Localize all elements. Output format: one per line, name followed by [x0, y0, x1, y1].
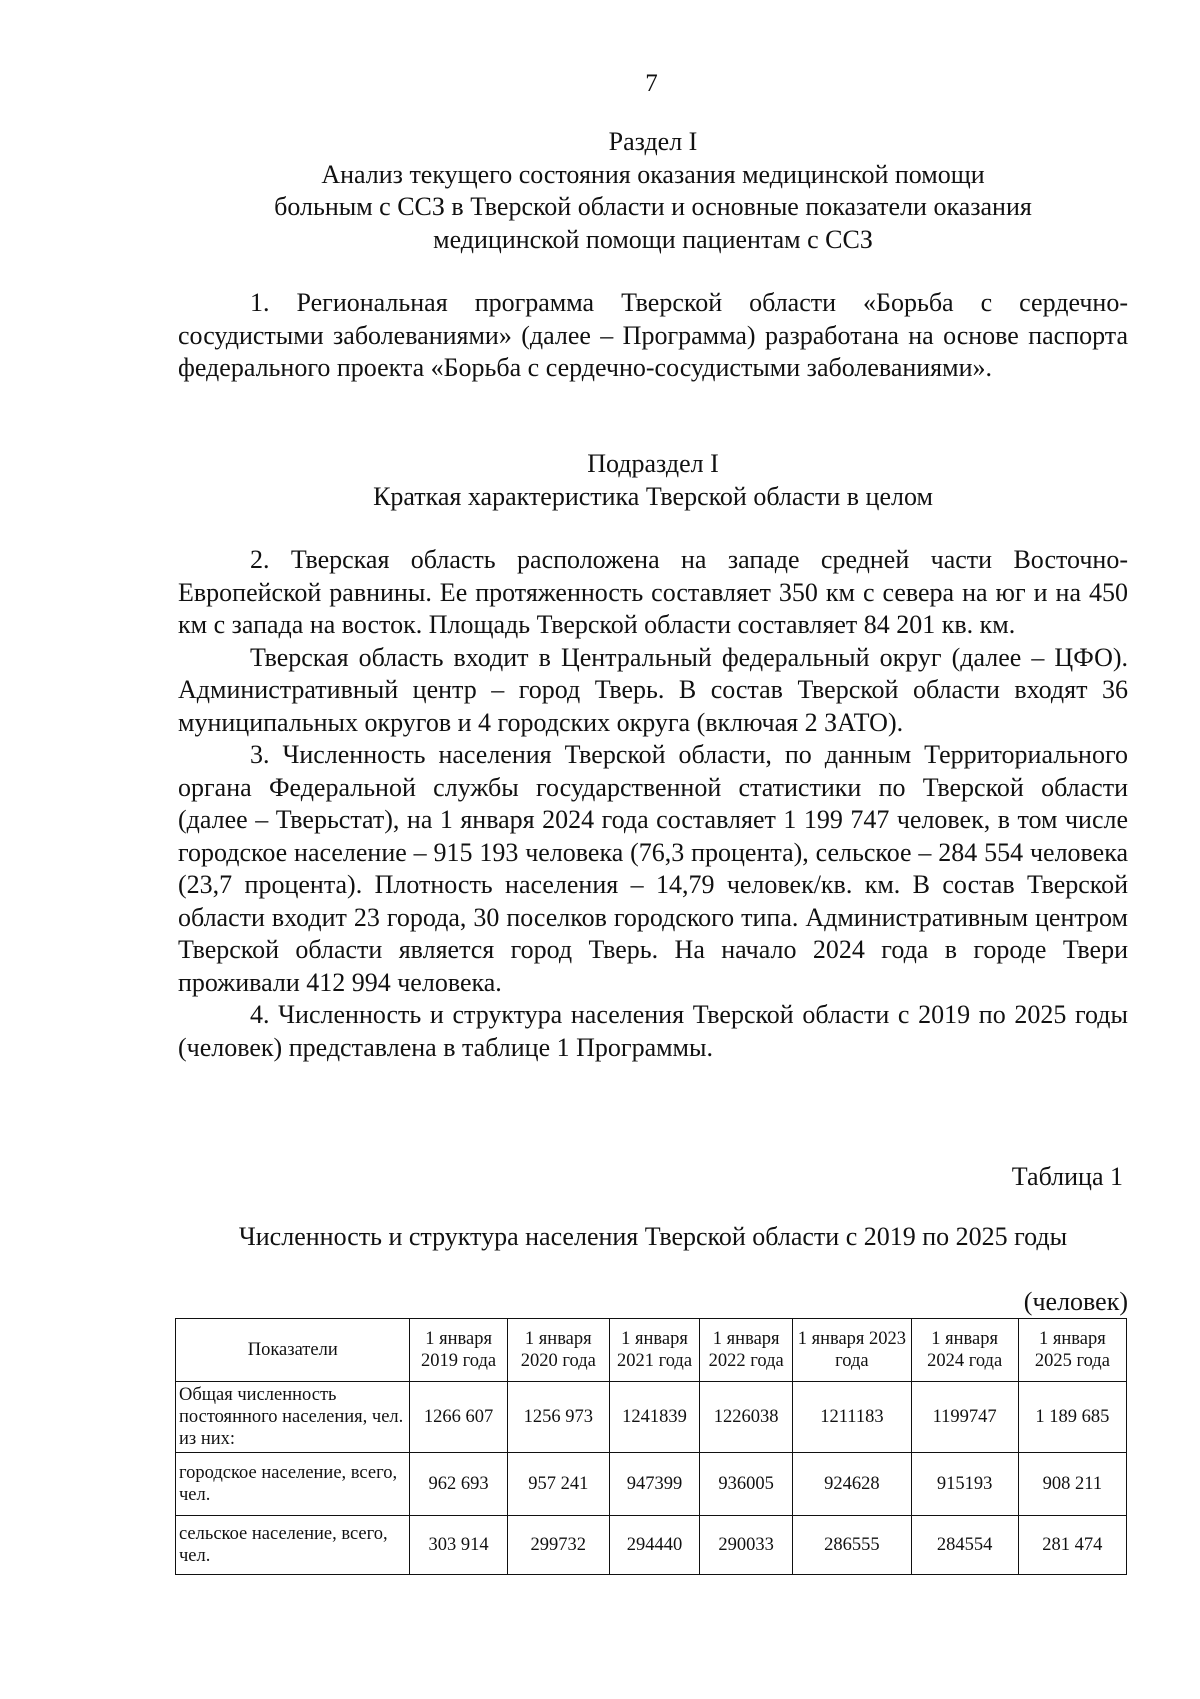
subsection-heading-block — [178, 448, 1128, 513]
value-cell: 957 241 — [507, 1453, 609, 1516]
value-cell: 915193 — [911, 1453, 1018, 1516]
row-label-cell: городское население, всего, чел. — [176, 1453, 410, 1516]
value-cell: 936005 — [700, 1453, 793, 1516]
header-cell: 1 января 2024 года — [911, 1319, 1018, 1382]
table-row — [176, 1516, 1127, 1575]
subsection-heading: Подраздел I — [587, 449, 719, 478]
paragraph-2: 2. Тверская область расположена на западе средней части Восточно-Европейской равнины. Ее протяженность составляет 350 км с севера на юг и на 450 км с запада на восток. Площадь Тверской области составляет 84 201 кв. км. — [178, 545, 1128, 639]
page-number: 7 — [645, 70, 658, 97]
value-cell: 1 189 685 — [1018, 1382, 1126, 1453]
section-title-line-3: медицинской помощи пациентам с ССЗ — [433, 224, 873, 254]
header-cell: 1 января 2019 года — [410, 1319, 507, 1382]
value-cell: 1211183 — [793, 1382, 911, 1453]
paragraph-1-block — [178, 287, 1128, 385]
section-title-line-2: больным с ССЗ в Тверской области и основные показатели оказания — [274, 192, 1032, 221]
value-cell: 924628 — [793, 1453, 911, 1516]
value-cell: 303 914 — [410, 1516, 507, 1575]
table-row — [176, 1382, 1127, 1453]
value-cell: 1226038 — [700, 1382, 793, 1453]
value-cell: 299732 — [507, 1516, 609, 1575]
table-title: Численность и структура населения Тверской области с 2019 по 2025 годы — [238, 1222, 1068, 1251]
value-cell: 908 211 — [1018, 1453, 1126, 1516]
header-cell: 1 января 2021 года — [609, 1319, 699, 1382]
body-text-block — [178, 544, 1128, 1064]
value-cell: 1256 973 — [507, 1382, 609, 1453]
header-cell: 1 января 2025 года — [1018, 1319, 1126, 1382]
row-label-cell: Общая численность постоянного населения, чел. из них: — [176, 1382, 410, 1453]
value-cell: 290033 — [700, 1516, 793, 1575]
header-cell: 1 января 2020 года — [507, 1319, 609, 1382]
value-cell: 1199747 — [911, 1382, 1018, 1453]
value-cell: 286555 — [793, 1516, 911, 1575]
row-label-cell: сельское население, всего, чел. — [176, 1516, 410, 1575]
value-cell: 962 693 — [410, 1453, 507, 1516]
header-cell: Показатели — [176, 1319, 410, 1382]
value-cell: 1266 607 — [410, 1382, 507, 1453]
table-unit: (человек) — [1023, 1287, 1128, 1316]
value-cell: 284554 — [911, 1516, 1018, 1575]
section-heading: Раздел I — [608, 127, 698, 156]
table-label: Таблица 1 — [1011, 1162, 1123, 1191]
section-heading-block — [178, 126, 1128, 256]
value-cell: 947399 — [609, 1453, 699, 1516]
paragraph-4: 3. Численность населения Тверской области, по данным Территориального органа Федеральной службы государственной статистики по Тверской области (далее – Тверьстат), на 1 января 2024 года составляет 1 199 747 человек, в том числе городское население – 915 193 человека (76,3 процента), сельское – 284 554 человека (23,7 процента). Плотность населения – 14,79 человек/кв. км. В состав Тверской области входит 23 города, 30 поселков городского типа. Административным центром Тверской области является город Тверь. На начало 2024 года в городе Твери проживали 412 994 человека. — [178, 740, 1128, 997]
table-row — [176, 1453, 1127, 1516]
population-table — [175, 1318, 1127, 1575]
table-header-row — [176, 1319, 1127, 1382]
header-cell: 1 января 2023 года — [793, 1319, 911, 1382]
paragraph-1: 1. Региональная программа Тверской области «Борьба с сердечно-сосудистыми заболеваниями» (далее – Программа) разработана на основе паспорта федерального проекта «Борьба с сердечно-сосудистыми заболеваниями». — [178, 288, 1128, 382]
section-title-line-1: Анализ текущего состояния оказания медицинской помощи — [321, 159, 985, 189]
paragraph-3: Тверская область входит в Центральный федеральный округ (далее – ЦФО). Административный центр – город Тверь. В состав Тверской области входят 36 муниципальных округов и 4 городских округа (включая 2 ЗАТО). — [178, 642, 1128, 737]
value-cell: 281 474 — [1018, 1516, 1126, 1575]
value-cell: 1241839 — [609, 1382, 699, 1453]
header-cell: 1 января 2022 года — [700, 1319, 793, 1382]
subsection-title: Краткая характеристика Тверской области в целом — [373, 481, 933, 511]
paragraph-5: 4. Численность и структура населения Тверской области с 2019 по 2025 годы (человек) представлена в таблице 1 Программы. — [178, 1000, 1128, 1062]
value-cell: 294440 — [609, 1516, 699, 1575]
